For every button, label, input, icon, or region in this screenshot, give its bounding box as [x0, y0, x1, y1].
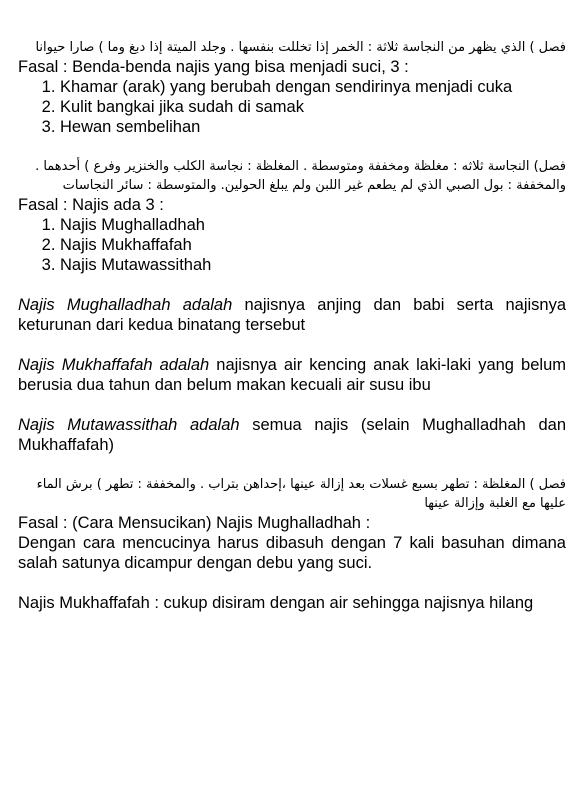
list-item: 1. Khamar (arak) yang berubah dengan sendirinya menjadi cuka [60, 77, 566, 97]
list-item: 3. Hewan sembelihan [60, 117, 566, 137]
list-item: 1. Najis Mughalladhah [60, 215, 566, 235]
fasal-1-heading: Fasal : Benda-benda najis yang bisa menjadi suci, 3 : [18, 58, 409, 76]
list-item: 2. Kulit bangkai jika sudah di samak [60, 97, 566, 117]
arabic-text-fasal-3: فصل ) المغلظة : تطهر بسبع غسلات بعد إزالة عينها ،إحداهن بتراب . والمخففة : تطهر ) برش الماء عليها مع الغلبة وإزالة عينها [36, 477, 566, 511]
definition-term: Najis Mughalladhah adalah [18, 296, 233, 314]
fasal-3-heading: Fasal : (Cara Mensucikan) Najis Mughalladhah : [18, 514, 371, 532]
definition-text: semua najis (selain Mughalladhah dan Mukhaffafah) [18, 416, 566, 454]
definition-mughalladhah [18, 295, 566, 335]
list-item: 3. Najis Mutawassithah [60, 255, 566, 275]
fasal-1-list [18, 77, 566, 137]
fasal-2-list [18, 215, 566, 275]
closing-paragraph: Najis Mukhaffafah : cukup disiram dengan air sehingga najisnya hilang [18, 594, 534, 612]
arabic-text-fasal-2: فصل) النجاسة ثلاثه : مغلظة ومخففة ومتوسطة . المغلظة : نجاسة الكلب والخنزير وفرع ) أحدهما . والمخففة : بول الصبي الذي لم يطعم غير اللبن ولم يبلغ الحولين. والمتوسطة : سائر النجاسات [35, 159, 566, 193]
list-item: 2. Najis Mukhaffafah [60, 235, 566, 255]
definition-mukhaffafah [18, 355, 566, 395]
definition-mutawassithah [18, 415, 566, 455]
document-page [18, 38, 566, 613]
fasal-2-heading: Fasal : Najis ada 3 : [18, 196, 164, 214]
arabic-text-fasal-1: فصل ) الذي يظهر من النجاسة ثلاثة : الخمر إذا تخللت بنفسها . وجلد الميتة إذا دبغ وما ) صارا حيوانا [35, 40, 566, 55]
definition-term: Najis Mutawassithah adalah [18, 416, 240, 434]
fasal-3-paragraph: Dengan cara mencucinya harus dibasuh dengan 7 kali basuhan dimana salah satunya dicampur dengan debu yang suci. [18, 534, 566, 572]
definition-text: najisnya anjing dan babi serta najisnya keturunan dari kedua binatang tersebut [18, 296, 567, 334]
definition-term: Najis Mukhaffafah adalah [18, 356, 210, 374]
definition-text: najisnya air kencing anak laki-laki yang belum berusia dua tahun dan belum makan kecuali air susu ibu [18, 356, 566, 394]
